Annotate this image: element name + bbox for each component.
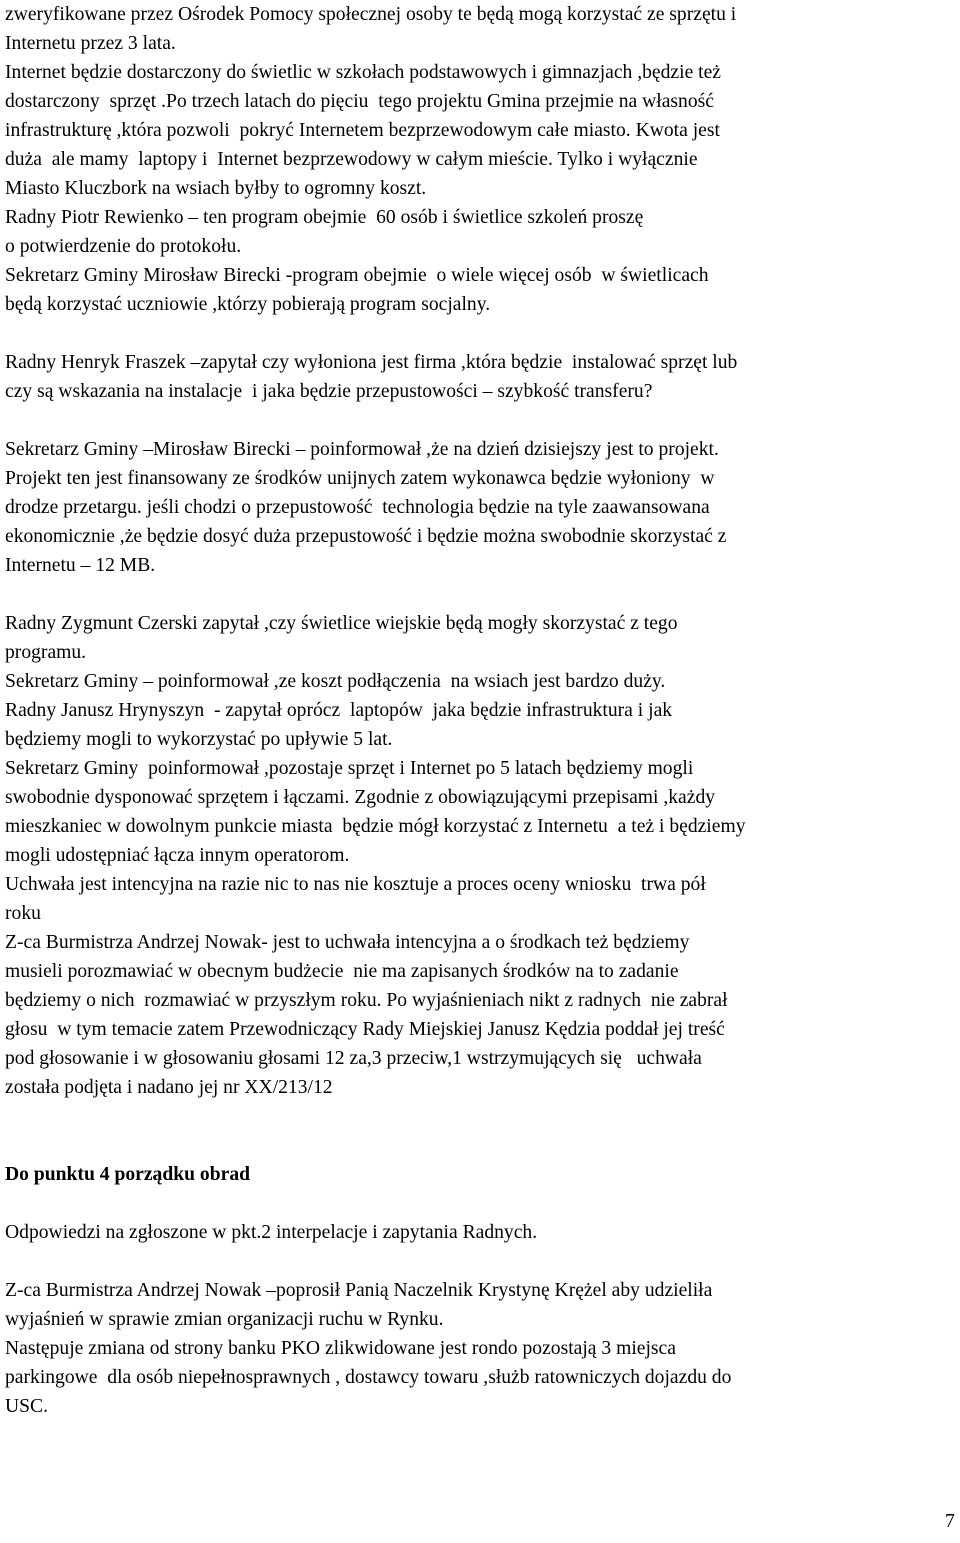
text-line: Internetu – 12 MB. [5,555,156,576]
text-line: musieli porozmawiać w obecnym budżecie nie ma zapisanych środków na to zadanie [5,961,679,982]
text-line: będziemy o nich rozmawiać w przyszłym roku. Po wyjaśnieniach nikt z radnych nie zabrał [5,990,728,1011]
text-line: Sekretarz Gminy Mirosław Birecki -program obejmie o wiele więcej osób w świetlicach [5,265,709,286]
text-line: Miasto Kluczbork na wsiach byłby to ogromny koszt. [5,178,427,199]
text-line: duża ale mamy laptopy i Internet bezprzewodowy w całym mieście. Tylko i wyłącznie [5,149,698,170]
text-line: Z-ca Burmistrza Andrzej Nowak- jest to uchwała intencyjna a o środkach też będziemy [5,932,690,953]
text-line: pod głosowanie i w głosowaniu głosami 12 za,3 przeciw,1 wstrzymujących się uchwała [5,1048,702,1069]
text-line: będą korzystać uczniowie ,którzy pobierają program socjalny. [5,294,491,315]
text-line: USC. [5,1396,49,1417]
page-number: 7 [945,1511,955,1532]
text-line: Sekretarz Gminy – poinformował ,ze koszt podłączenia na wsiach jest bardzo duży. [5,671,666,692]
text-line: będziemy mogli to wykorzystać po upływie 5 lat. [5,729,393,750]
text-line: Uchwała jest intencyjna na razie nic to nas nie kosztuje a proces oceny wniosku trwa pół [5,874,706,895]
text-line: Radny Henryk Fraszek –zapytał czy wyłoniona jest firma ,która będzie instalować sprzęt lub [5,352,738,373]
text-line: wyjaśnień w sprawie zmian organizacji ruchu w Rynku. [5,1309,444,1330]
text-line: Projekt ten jest finansowany ze środków unijnych zatem wykonawca będzie wyłoniony w [5,468,715,489]
text-line: roku [5,903,41,924]
text-line: swobodnie dysponować sprzętem i łączami. Zgodnie z obowiązującymi przepisami ,każdy [5,787,716,808]
text-line: Radny Piotr Rewienko – ten program obejmie 60 osób i świetlice szkoleń proszę [5,207,644,228]
text-line: zweryfikowane przez Ośrodek Pomocy społecznej osoby te będą mogą korzystać ze sprzętu i [5,4,737,25]
text-line: Radny Janusz Hrynyszyn - zapytał oprócz laptopów jaka będzie infrastruktura i jak [5,700,673,721]
text-line: Internet będzie dostarczony do świetlic w szkołach podstawowych i gimnazjach ,będzie też [5,62,721,83]
text-line: mogli udostępniać łącza innym operatorom. [5,845,350,866]
text-line: programu. [5,642,87,663]
text-line: Radny Zygmunt Czerski zapytał ,czy świetlice wiejskie będą mogły skorzystać z tego [5,613,678,634]
text-line: głosu w tym temacie zatem Przewodniczący Rady Miejskiej Janusz Kędzia poddał jej treść [5,1019,725,1040]
text-line: Z-ca Burmistrza Andrzej Nowak –poprosił Panią Naczelnik Krystynę Krężel aby udzieliła [5,1280,713,1301]
text-line: Internetu przez 3 lata. [5,33,176,54]
text-line: została podjęta i nadano jej nr XX/213/12 [5,1077,333,1098]
section-heading: Do punktu 4 porządku obrad [5,1164,251,1185]
text-line: czy są wskazania na instalacje i jaka będzie przepustowości – szybkość transferu? [5,381,653,402]
text-line: infrastrukturę ,która pozwoli pokryć Internetem bezprzewodowym całe miasto. Kwota jest [5,120,720,141]
text-line: Sekretarz Gminy –Mirosław Birecki – poinformował ,że na dzień dzisiejszy jest to projekt. [5,439,719,460]
text-line: ekonomicznie ,że będzie dosyć duża przepustowość i będzie można swobodnie skorzystać z [5,526,727,547]
text-line: dostarczony sprzęt .Po trzech latach do pięciu tego projektu Gmina przejmie na własność [5,91,714,112]
text-line: Sekretarz Gminy poinformował ,pozostaje sprzęt i Internet po 5 latach będziemy mogli [5,758,694,779]
text-line: Odpowiedzi na zgłoszone w pkt.2 interpelacje i zapytania Radnych. [5,1222,538,1243]
text-line: drodze przetargu. jeśli chodzi o przepustowość technologia będzie na tyle zaawansowana [5,497,710,518]
text-line: Następuje zmiana od strony banku PKO zlikwidowane jest rondo pozostają 3 miejsca [5,1338,676,1359]
text-line: parkingowe dla osób niepełnosprawnych , dostawcy towaru ,służb ratowniczych dojazdu do [5,1367,732,1388]
text-line: o potwierdzenie do protokołu. [5,236,242,257]
text-line: mieszkaniec w dowolnym punkcie miasta będzie mógł korzystać z Internetu a też i będziemy [5,816,746,837]
